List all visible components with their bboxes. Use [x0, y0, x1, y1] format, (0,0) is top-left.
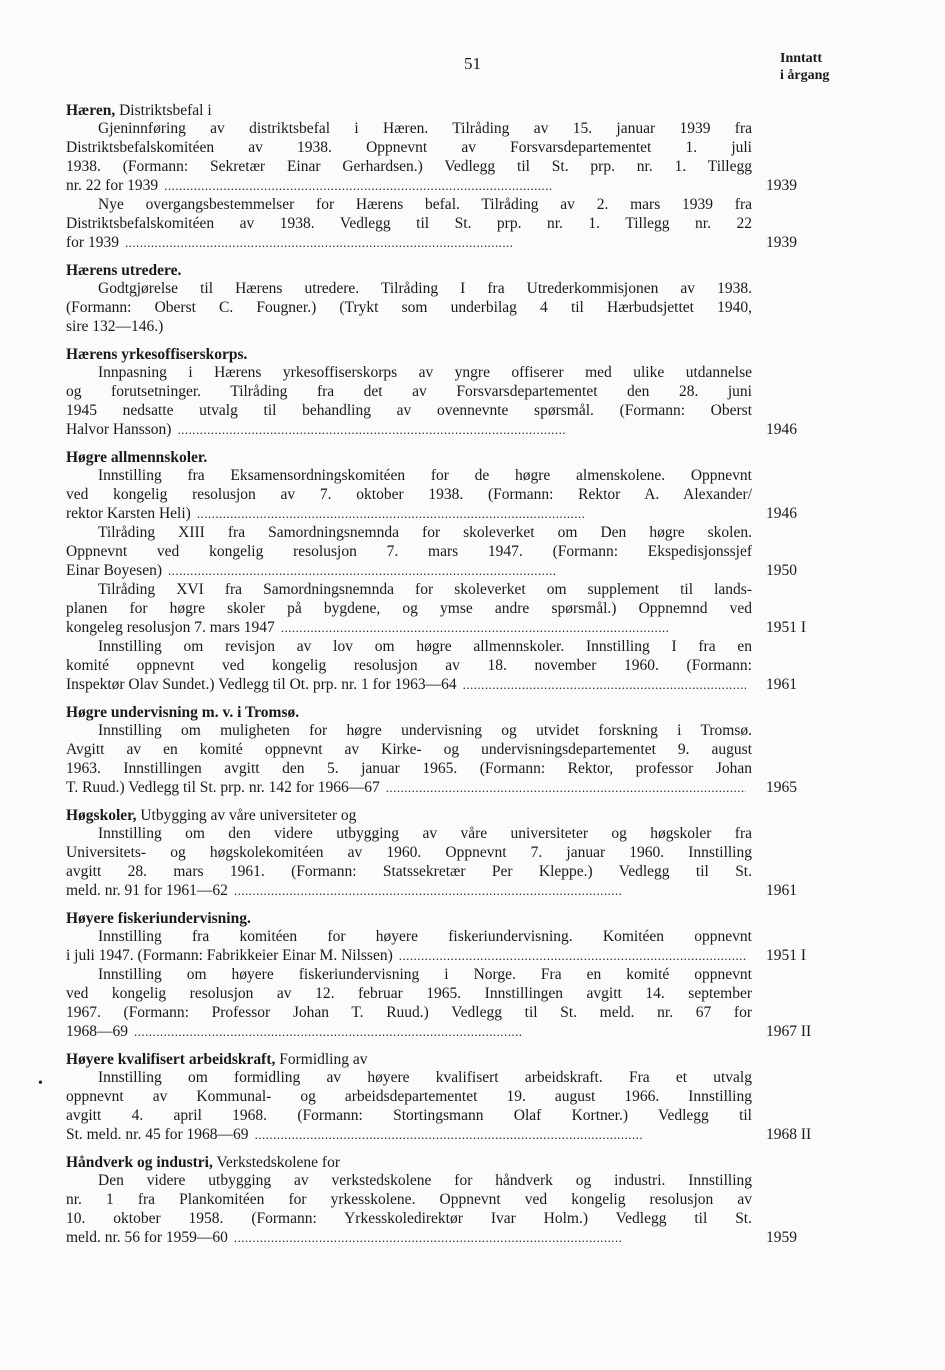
entry-heading-bold: Høyere fiskeriundervisning. — [66, 910, 251, 927]
item-line-text: Innpasning i Hærens yrkesoffiserskorps av yngre offiserer med ulike utdannelse — [98, 364, 752, 381]
item-line-text: Universitets- og høgskolekomitéen av 1960. Oppnevnt 7. januar 1960. Innstilling — [66, 844, 752, 861]
index-entry — [66, 1153, 826, 1248]
item-line — [66, 318, 826, 337]
leader-dots — [177, 421, 746, 440]
item-line-text: Innstilling fra Eksamensordningskomitéen for de høgre almenskolene. Oppnevnt — [98, 467, 752, 484]
index-entry — [66, 261, 826, 337]
included-year: 1961 — [766, 676, 797, 693]
item-line-text: Distriktsbefalskomitéen av 1938. Oppnevnt av Forsvarsdepartementet 1. juli — [66, 139, 752, 156]
item-line-text: Distriktsbefalskomitéen av 1938. Vedlegg til St. prp. nr. 1. Tillegg nr. 22 — [66, 215, 752, 232]
entry-item — [66, 524, 826, 581]
item-line-text: Den videre utbygging av verkstedskolene for håndverk og industri. Innstilling — [98, 1172, 752, 1189]
entry-heading — [66, 909, 826, 928]
included-year: 1946 — [766, 505, 797, 522]
item-line-text: 1945 nedsatte utvalg til behandling av ovennevnte spørsmål. (Formann: Oberst — [66, 402, 752, 419]
item-line-text: i juli 1947. (Formann: Fabrikkeier Einar M. Nilssen) — [66, 947, 393, 964]
entry-item — [66, 638, 826, 695]
entry-heading — [66, 101, 826, 120]
item-line-text: Innstilling om høyere fiskeriundervisning i Norge. Fra en komité oppnevnt — [98, 966, 752, 983]
item-line — [66, 1210, 826, 1229]
included-year: 1950 — [766, 562, 797, 579]
entry-heading-rest: Formidling av — [275, 1051, 368, 1068]
entry-item — [66, 966, 826, 1042]
item-line-text: ved kongelig resolusjon av 7. oktober 1938. (Formann: Rektor A. Alexander/ — [66, 486, 752, 503]
item-line — [66, 985, 826, 1004]
item-line-text: Innstilling om den videre utbygging av våre universiteter og høgskoler fra — [98, 825, 752, 842]
leader-dots — [125, 234, 746, 253]
item-line — [66, 299, 826, 318]
index-entry — [66, 806, 826, 901]
entry-item — [66, 196, 826, 253]
column-header — [780, 50, 829, 84]
item-line — [98, 524, 826, 543]
item-line-text: Oppnevnt ved kongelig resolusjon 7. mars 1947. (Formann: Ekspedisjonssjef — [66, 543, 752, 560]
item-line — [98, 364, 826, 383]
item-line-text: 1968—69 — [66, 1023, 128, 1040]
entry-heading — [66, 1050, 826, 1069]
entry-heading-bold: Høgskoler, — [66, 807, 137, 824]
entry-heading — [66, 448, 826, 467]
item-line-text: Avgitt av en komité oppnevnt av Kirke- og undervisningsdepartementet 9. august — [66, 741, 752, 758]
item-line-text: Godtgjørelse til Hærens utredere. Tilråding I fra Utrederkommisjonen av 1938. — [98, 280, 752, 297]
item-line-text: Innstilling om formidling av høyere kvalifisert arbeidskraft. Fra et utvalg — [98, 1069, 752, 1086]
item-line — [98, 196, 826, 215]
leader-dots — [463, 676, 746, 695]
entry-heading-bold: Håndverk og industri, — [66, 1154, 213, 1171]
item-line-text: meld. nr. 91 for 1961—62 — [66, 882, 228, 899]
entry-heading — [66, 1153, 826, 1172]
entry-heading-bold: Hærens yrkesoffiserskorps. — [66, 346, 248, 363]
item-line — [66, 1126, 826, 1145]
index-entry — [66, 448, 826, 695]
index-entries — [66, 101, 826, 1256]
item-line-text: for 1939 — [66, 234, 119, 251]
index-entry — [66, 101, 826, 253]
included-year: 1968 II — [766, 1126, 812, 1143]
entry-item — [66, 825, 826, 901]
item-line-text: sire 132—146.) — [66, 318, 164, 335]
index-entry — [66, 1050, 826, 1145]
entry-heading — [66, 703, 826, 722]
included-year: 1951 I — [766, 947, 807, 964]
item-line — [66, 676, 826, 695]
item-line — [66, 543, 826, 562]
item-line — [98, 467, 826, 486]
item-line-text: 1938. (Formann: Sekretær Einar Gerhardsen.) Vedlegg til St. prp. nr. 1. Tillegg — [66, 158, 752, 175]
item-line — [66, 421, 826, 440]
item-line — [66, 947, 826, 966]
leader-dots — [399, 947, 746, 966]
index-entry — [66, 345, 826, 440]
entry-item — [66, 581, 826, 638]
item-line — [98, 120, 826, 139]
leader-dots — [197, 505, 746, 524]
included-year: 1951 I — [766, 619, 807, 636]
item-line — [66, 657, 826, 676]
leader-dots — [386, 779, 746, 798]
item-line-text: komité oppnevnt ved kongelig resolusjon av 18. november 1960. (Formann: — [66, 657, 752, 674]
item-line — [98, 638, 826, 657]
item-line-text: ved kongelig resolusjon av 12. februar 1965. Innstillingen avgitt 14. september — [66, 985, 752, 1002]
entry-item — [66, 1172, 826, 1248]
item-line — [66, 760, 826, 779]
leader-dots — [255, 1126, 746, 1145]
item-line-text: avgitt 4. april 1968. (Formann: Stortingsmann Olaf Kortner.) Vedlegg til — [66, 1107, 752, 1124]
item-line-text: T. Ruud.) Vedlegg til St. prp. nr. 142 for 1966—67 — [66, 779, 380, 796]
item-line-text: Innstilling om muligheten for høgre undervisning og utvidet forskning i Tromsø. — [98, 722, 752, 739]
item-line-text: Nye overgangsbestemmelser for Hærens befal. Tilråding av 2. mars 1939 fra — [98, 196, 752, 213]
page-number: 51 — [464, 54, 481, 73]
entry-item — [66, 280, 826, 337]
entry-heading-rest: Utbygging av våre universiteter og — [136, 807, 357, 824]
item-line-text: rektor Karsten Heli) — [66, 505, 191, 522]
item-line-text: kongeleg resolusjon 7. mars 1947 — [66, 619, 275, 636]
item-line — [98, 581, 826, 600]
item-line — [66, 1229, 826, 1248]
entry-item — [66, 722, 826, 798]
item-line — [98, 1172, 826, 1191]
item-line — [66, 486, 826, 505]
leader-dots — [234, 882, 746, 901]
leader-dots — [281, 619, 746, 638]
entry-item — [66, 120, 826, 196]
entry-item — [66, 467, 826, 524]
item-line — [66, 863, 826, 882]
item-line — [98, 966, 826, 985]
item-line-text: oppnevnt av Kommunal- og arbeidsdepartementet 19. august 1966. Innstilling — [66, 1088, 752, 1105]
included-year: 1967 II — [766, 1023, 812, 1040]
included-year: 1965 — [766, 779, 797, 796]
item-line — [66, 844, 826, 863]
index-entry — [66, 909, 826, 1042]
index-entry — [66, 703, 826, 798]
item-line-text: Tilråding XVI fra Samordningsnemnda for skoleverket om supplement til lands- — [98, 581, 752, 598]
item-line — [66, 215, 826, 234]
item-line-text: Gjeninnføring av distriktsbefal i Hæren. Tilråding av 15. januar 1939 fra — [98, 120, 752, 137]
entry-heading-bold: Høgre allmennskoler. — [66, 449, 208, 466]
entry-item — [66, 928, 826, 966]
item-line-text: Inspektør Olav Sundet.) Vedlegg til Ot. prp. nr. 1 for 1963—64 — [66, 676, 457, 693]
entry-heading-bold: Hæren, — [66, 102, 116, 119]
item-line — [66, 1088, 826, 1107]
entry-heading — [66, 261, 826, 280]
included-year: 1961 — [766, 882, 797, 899]
column-header-line-2: i årgang — [780, 68, 830, 83]
item-line-text: Halvor Hansson) — [66, 421, 172, 438]
item-line-text: planen for høgre skoler på bygdene, og ymse andre spørsmål.) Oppnemnd ved — [66, 600, 752, 617]
item-line-text: Innstilling om revisjon av lov om høgre allmennskoler. Innstilling I fra en — [98, 638, 752, 655]
item-line — [66, 234, 826, 253]
entry-heading-bold: Hærens utredere. — [66, 262, 182, 279]
item-line-text: Einar Boyesen) — [66, 562, 162, 579]
item-line-text: meld. nr. 56 for 1959—60 — [66, 1229, 228, 1246]
item-line-text: (Formann: Oberst C. Fougner.) (Trykt som underbilag 4 til Hærbudsjettet 1940, — [66, 299, 752, 316]
entry-heading-rest: Verkstedskolene for — [212, 1154, 340, 1171]
leader-dots — [164, 177, 746, 196]
item-line-text: 1967. (Formann: Professor Johan T. Ruud.) Vedlegg til St. meld. nr. 67 for — [66, 1004, 752, 1021]
included-year: 1946 — [766, 421, 797, 438]
item-line — [66, 741, 826, 760]
margin-bullet-mark: • — [38, 1076, 43, 1091]
item-line — [66, 177, 826, 196]
entry-heading-rest: Distriktsbefal i — [115, 102, 212, 119]
included-year: 1939 — [766, 177, 797, 194]
item-line — [66, 882, 826, 901]
item-line-text: St. meld. nr. 45 for 1968—69 — [66, 1126, 249, 1143]
entry-heading-bold: Høyere kvalifisert arbeidskraft, — [66, 1051, 276, 1068]
entry-heading-bold: Høgre undervisning m. v. i Tromsø. — [66, 704, 300, 721]
item-line — [98, 825, 826, 844]
item-line — [66, 600, 826, 619]
item-line — [66, 562, 826, 581]
leader-dots — [168, 562, 746, 581]
item-line — [66, 1107, 826, 1126]
item-line — [66, 1191, 826, 1210]
item-line-text: og forutsetninger. Tilråding fra det av Forsvarsdepartementet den 28. juni — [66, 383, 752, 400]
item-line-text: nr. 1 fra Plankomitéen for yrkesskolene. Oppnevnt ved kongelig resolusjon av — [66, 1191, 752, 1208]
column-header-line-1: Inntatt — [780, 51, 823, 66]
item-line — [66, 383, 826, 402]
item-line — [98, 722, 826, 741]
included-year: 1939 — [766, 234, 797, 251]
item-line-text: Tilråding XIII fra Samordningsnemnda for skoleverket om Den høgre skolen. — [98, 524, 752, 541]
leader-dots — [134, 1023, 746, 1042]
item-line — [66, 402, 826, 421]
item-line — [66, 779, 826, 798]
entry-item — [66, 364, 826, 440]
item-line — [66, 158, 826, 177]
item-line-text: 1963. Innstillingen avgitt den 5. januar 1965. (Formann: Rektor, professor Johan — [66, 760, 752, 777]
item-line — [66, 1023, 826, 1042]
item-line — [66, 619, 826, 638]
entry-heading — [66, 345, 826, 364]
item-line — [66, 505, 826, 524]
entry-item — [66, 1069, 826, 1145]
item-line-text: 10. oktober 1958. (Formann: Yrkesskoledirektør Ivar Holm.) Vedlegg til St. — [66, 1210, 752, 1227]
item-line-text: nr. 22 for 1939 — [66, 177, 159, 194]
entry-heading — [66, 806, 826, 825]
included-year: 1959 — [766, 1229, 797, 1246]
leader-dots — [234, 1229, 746, 1248]
item-line — [98, 280, 826, 299]
item-line-text: avgitt 28. mars 1961. (Formann: Statssekretær Per Kleppe.) Vedlegg til St. — [66, 863, 752, 880]
item-line — [98, 1069, 826, 1088]
item-line — [66, 1004, 826, 1023]
item-line-text: Innstilling fra komitéen for høyere fiskeriundervisning. Komitéen oppnevnt — [98, 928, 752, 945]
item-line — [66, 139, 826, 158]
item-line — [98, 928, 826, 947]
